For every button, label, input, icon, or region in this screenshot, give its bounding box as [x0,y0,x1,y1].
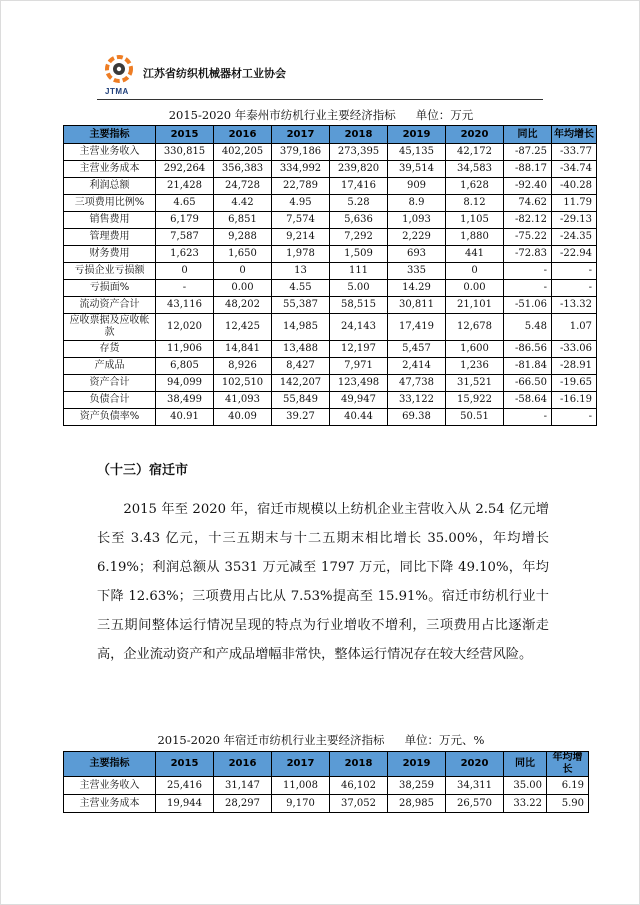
table-cell: 6.19 [547,777,589,795]
table-row [64,229,597,246]
column-header: 年均增长 [547,752,589,777]
table-cell: 0 [214,263,272,280]
table-cell: 441 [446,246,504,263]
table-cell: 12,197 [330,341,388,358]
table-cell: -66.50 [504,375,552,392]
table-cell: 5.90 [547,795,589,813]
table-cell: 693 [388,246,446,263]
table-cell: 13 [272,263,330,280]
column-header: 2018 [330,126,388,144]
table-cell: -24.35 [552,229,597,246]
table-cell: -58.64 [504,392,552,409]
table-cell: - [552,263,597,280]
column-header: 主要指标 [64,126,156,144]
table-cell: 0.00 [446,280,504,297]
table-cell: 1,509 [330,246,388,263]
table-cell: 4.42 [214,195,272,212]
table-header-row [64,752,589,777]
table-cell: 5.28 [330,195,388,212]
table-cell: 111 [330,263,388,280]
table-cell: 8.12 [446,195,504,212]
table-cell: 356,383 [214,161,272,178]
table-cell: 7,587 [156,229,214,246]
section-heading: （十三）宿迁市 [97,463,189,478]
table-cell: -75.22 [504,229,552,246]
row-label: 亏损面% [64,280,156,297]
table-cell: -22.94 [552,246,597,263]
table-cell: -28.91 [552,358,597,375]
table-cell: -19.65 [552,375,597,392]
table-cell: -81.84 [504,358,552,375]
table-cell: 6,805 [156,358,214,375]
table-cell: - [156,280,214,297]
table-cell: 402,205 [214,144,272,161]
table-cell: 8.9 [388,195,446,212]
table-cell: - [504,280,552,297]
table-cell: 8,926 [214,358,272,375]
row-label: 存货 [64,341,156,358]
table-cell: 273,395 [330,144,388,161]
table-cell: -16.19 [552,392,597,409]
table-row [64,795,589,813]
table-cell: 1.07 [552,314,597,341]
table-cell: 40.44 [330,409,388,426]
table-cell: 17,416 [330,178,388,195]
table-cell: 50.51 [446,409,504,426]
table-cell: 6,179 [156,212,214,229]
row-label: 主营业务成本 [64,795,156,813]
jtma-logo-icon [101,53,137,89]
table-cell: 11,906 [156,341,214,358]
table-cell: 5.48 [504,314,552,341]
row-label: 资产负债率% [64,409,156,426]
table-cell: 28,985 [388,795,446,813]
table-cell: 41,093 [214,392,272,409]
table-cell: -92.40 [504,178,552,195]
column-header: 同比 [504,752,547,777]
table-cell: 33.22 [504,795,547,813]
table1-title: 2015-2020 年泰州市纺机行业主要经济指标 [168,108,396,122]
table-cell: -40.28 [552,178,597,195]
table-cell: 37,052 [330,795,388,813]
table-cell: 142,207 [272,375,330,392]
column-header: 2016 [214,752,272,777]
table-cell: 1,978 [272,246,330,263]
table-cell: 1,623 [156,246,214,263]
table-row [64,341,597,358]
logo-abbreviation: JTMA [105,87,129,96]
table-cell: 42,172 [446,144,504,161]
table-cell: -33.77 [552,144,597,161]
column-header: 2019 [388,126,446,144]
table-cell: 9,170 [272,795,330,813]
table-row [64,314,597,341]
column-header: 2016 [214,126,272,144]
table-cell: - [552,409,597,426]
table-cell: -29.13 [552,212,597,229]
header-divider [97,99,543,100]
table-cell: 5,457 [388,341,446,358]
table-cell: 909 [388,178,446,195]
table-cell: 22,789 [272,178,330,195]
table-cell: 1,600 [446,341,504,358]
table-cell: 69.38 [388,409,446,426]
table-cell: 335 [388,263,446,280]
row-label: 三项费用比例% [64,195,156,212]
table-cell: 38,259 [388,777,446,795]
column-header: 2015 [156,752,214,777]
table-row [64,409,597,426]
table-cell: 292,264 [156,161,214,178]
table-cell: 34,583 [446,161,504,178]
table-cell: 2,414 [388,358,446,375]
table-cell: 7,292 [330,229,388,246]
table-cell: 2,229 [388,229,446,246]
table-row [64,358,597,375]
table-cell: 25,416 [156,777,214,795]
table-cell: 26,570 [446,795,504,813]
table-cell: 12,425 [214,314,272,341]
row-label: 主营业务收入 [64,777,156,795]
table-cell: 14.29 [388,280,446,297]
row-label: 利润总额 [64,178,156,195]
table-cell: 31,147 [214,777,272,795]
row-label: 财务费用 [64,246,156,263]
column-header: 2018 [330,752,388,777]
column-header: 2017 [272,126,330,144]
table-cell: -88.17 [504,161,552,178]
table-cell: 13,488 [272,341,330,358]
column-header: 主要指标 [64,752,156,777]
table-cell: 11.79 [552,195,597,212]
table-cell: - [504,263,552,280]
row-label: 资产合计 [64,375,156,392]
table-cell: -34.74 [552,161,597,178]
table-row [64,375,597,392]
row-label: 亏损企业亏损额 [64,263,156,280]
table-cell: 24,143 [330,314,388,341]
table-cell: 47,738 [388,375,446,392]
column-header: 同比 [504,126,552,144]
organization-name: 江苏省纺织机械器材工业协会 [143,67,286,80]
table-cell: 12,678 [446,314,504,341]
table-cell: 0 [446,263,504,280]
table-cell: 9,214 [272,229,330,246]
row-label: 负债合计 [64,392,156,409]
table-cell: 14,841 [214,341,272,358]
table-cell: 74.62 [504,195,552,212]
table-cell: 239,820 [330,161,388,178]
table-cell: 14,985 [272,314,330,341]
table-cell: 58,515 [330,297,388,314]
table-cell: 379,186 [272,144,330,161]
row-label: 销售费用 [64,212,156,229]
table-cell: -72.83 [504,246,552,263]
table-row [64,144,597,161]
table-row [64,161,597,178]
suqian-indicators-table [63,751,589,813]
table-cell: 1,105 [446,212,504,229]
table-cell: - [552,280,597,297]
column-header: 年均增长 [552,126,597,144]
table2-caption [1,732,640,748]
table-cell: 24,728 [214,178,272,195]
table-cell: - [504,409,552,426]
table-cell: 1,236 [446,358,504,375]
table1-caption [1,107,640,123]
table-cell: 11,008 [272,777,330,795]
table-row [64,178,597,195]
table-cell: 55,387 [272,297,330,314]
row-label: 主营业务成本 [64,161,156,178]
table-cell: -86.56 [504,341,552,358]
table-cell: 43,116 [156,297,214,314]
column-header: 2020 [446,752,504,777]
table-cell: 0.00 [214,280,272,297]
table-cell: -51.06 [504,297,552,314]
table-cell: 38,499 [156,392,214,409]
table-cell: -82.12 [504,212,552,229]
table-cell: 102,510 [214,375,272,392]
row-label: 管理费用 [64,229,156,246]
table-cell: 34,311 [446,777,504,795]
table-cell: 17,419 [388,314,446,341]
table-cell: 39,514 [388,161,446,178]
table1-unit: 单位：万元 [415,108,474,122]
table-cell: 21,101 [446,297,504,314]
table-cell: 9,288 [214,229,272,246]
table-cell: -87.25 [504,144,552,161]
table-row [64,777,589,795]
row-label: 应收票据及应收帐款 [64,314,156,341]
table-header-row [64,126,597,144]
row-label: 流动资产合计 [64,297,156,314]
table-cell: 31,521 [446,375,504,392]
table-cell: 21,428 [156,178,214,195]
table-cell: -33.06 [552,341,597,358]
table-cell: 334,992 [272,161,330,178]
table-cell: 15,922 [446,392,504,409]
table-cell: 8,427 [272,358,330,375]
table-cell: 0 [156,263,214,280]
table-cell: 45,135 [388,144,446,161]
column-header: 2019 [388,752,446,777]
table-cell: 19,944 [156,795,214,813]
table-cell: 40.09 [214,409,272,426]
column-header: 2015 [156,126,214,144]
table-cell: 49,947 [330,392,388,409]
table-row [64,392,597,409]
table-cell: 4.55 [272,280,330,297]
table-cell: 30,811 [388,297,446,314]
table-cell: 7,971 [330,358,388,375]
table-cell: 12,020 [156,314,214,341]
table-row [64,246,597,263]
column-header: 2017 [272,752,330,777]
table-cell: 4.95 [272,195,330,212]
table-cell: -13.32 [552,297,597,314]
row-label: 产成品 [64,358,156,375]
column-header: 2020 [446,126,504,144]
table-cell: 48,202 [214,297,272,314]
table-cell: 5,636 [330,212,388,229]
table-row [64,263,597,280]
table-cell: 1,093 [388,212,446,229]
row-label: 主营业务收入 [64,144,156,161]
table-cell: 28,297 [214,795,272,813]
table-cell: 33,122 [388,392,446,409]
table-cell: 123,498 [330,375,388,392]
table-cell: 5.00 [330,280,388,297]
table-row [64,195,597,212]
table-cell: 4.65 [156,195,214,212]
section-paragraph: 2015 年至 2020 年，宿迁市规模以上纺机企业主营收入从 2.54 亿元增长至 3.43 亿元，十三五期末与十二五期末相比增长 35.00%，年均增长 6.19%；利润总额从 3531 万元减至 1797 万元，同比下降 49.10%，年均下降 12.63%；三项费用占比从 7.53%提高至 15.91%。宿迁市纺机行业十三五期间整体运行情况呈现的特点为行业增收不增利，三项费用占比逐渐走高，企业流动资产和产成品增幅非常快，整体运行情况存在较大经营风险。 [97,502,549,662]
table-cell: 46,102 [330,777,388,795]
table2-unit: 单位：万元、% [404,733,485,747]
table-cell: 55,849 [272,392,330,409]
table-cell: 1,880 [446,229,504,246]
table-cell: 1,650 [214,246,272,263]
table-cell: 1,628 [446,178,504,195]
taizhou-indicators-table [63,125,597,426]
table-cell: 7,574 [272,212,330,229]
table-row [64,280,597,297]
table-cell: 6,851 [214,212,272,229]
table-cell: 39.27 [272,409,330,426]
table-cell: 330,815 [156,144,214,161]
table2-title: 2015-2020 年宿迁市纺机行业主要经济指标 [157,733,385,747]
table-row [64,297,597,314]
table-row [64,212,597,229]
table-cell: 35.00 [504,777,547,795]
table-cell: 40.91 [156,409,214,426]
table-cell: 94,099 [156,375,214,392]
